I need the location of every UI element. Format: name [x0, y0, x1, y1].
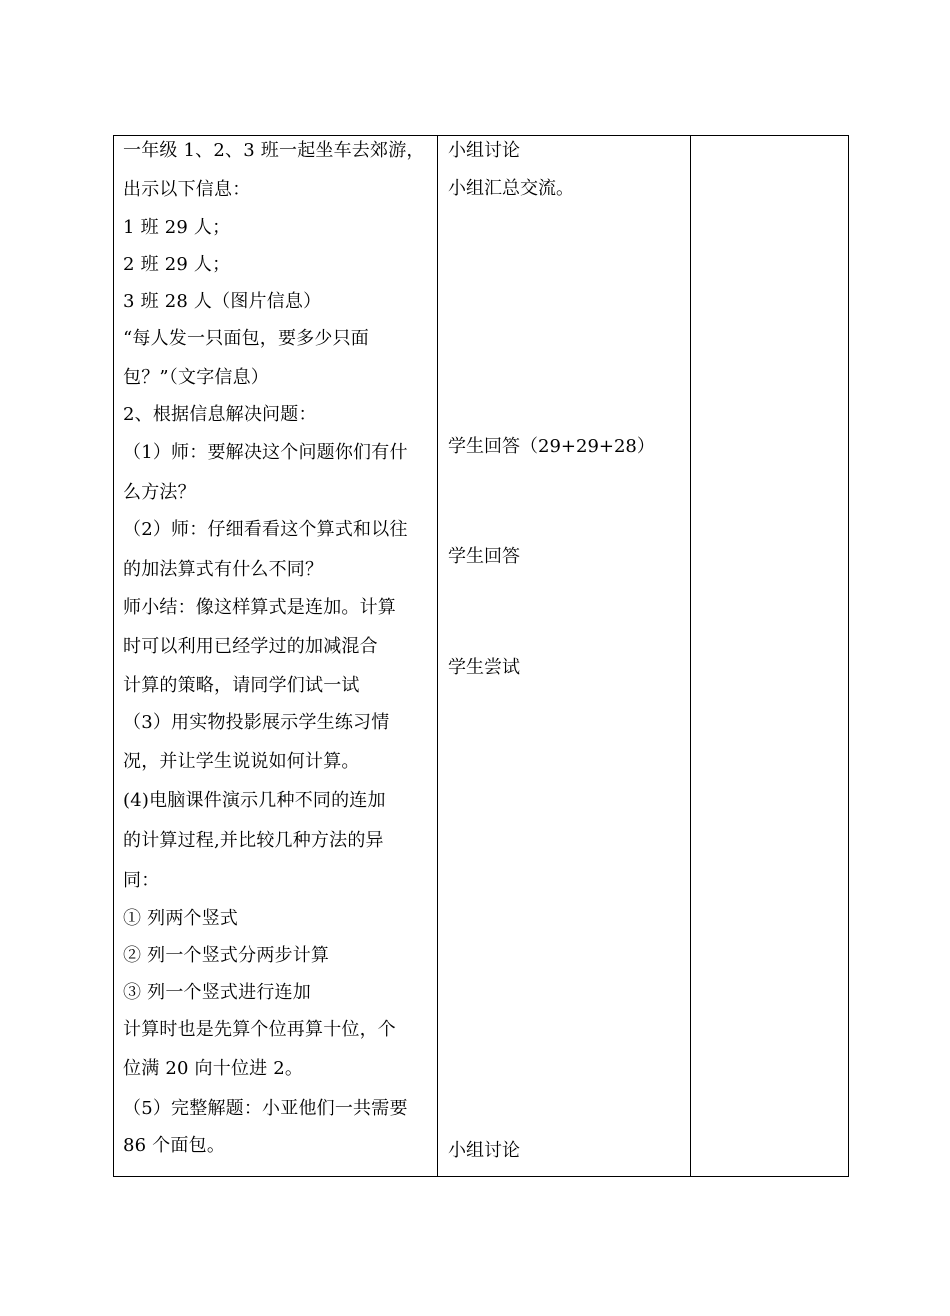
- activity-line: 师小结：像这样算式是连加。计算: [123, 597, 396, 618]
- activity-line: ③ 列一个竖式进行连加: [123, 982, 311, 1003]
- notes-cell: [691, 136, 848, 1176]
- student-line: 学生回答（29+29+28）: [448, 436, 655, 457]
- activity-line: （3）用实物投影展示学生练习情: [123, 712, 390, 733]
- activity-line: 计算的策略，请同学们试一试: [123, 675, 360, 696]
- activity-line: 么方法？: [123, 482, 196, 503]
- student-line: 小组讨论: [448, 1140, 520, 1161]
- activity-line: 一年级 1、2、3 班一起坐车去郊游，: [123, 140, 425, 161]
- student-line: 学生回答: [448, 546, 520, 567]
- activity-line: 的计算过程,并比较几种方法的异: [123, 830, 384, 851]
- activity-line: 86 个面包。: [123, 1135, 226, 1156]
- activity-line: 2 班 29 人；: [123, 254, 231, 275]
- activity-line: 1 班 29 人；: [123, 217, 231, 238]
- activity-line: （1）师：要解决这个问题你们有什: [123, 442, 408, 463]
- student-line: 小组讨论: [448, 140, 520, 161]
- student-line: 学生尝试: [448, 657, 520, 678]
- activity-line: 同：: [123, 870, 160, 891]
- lesson-plan-table: [113, 135, 849, 1177]
- activity-line: ② 列一个竖式分两步计算: [123, 945, 330, 966]
- teacher-activity-cell: [114, 136, 438, 1176]
- student-activity-cell: [438, 136, 691, 1176]
- activity-line: “每人发一只面包，要多少只面: [123, 328, 370, 349]
- activity-line: 3 班 28 人（图片信息）: [123, 291, 322, 312]
- activity-line: 出示以下信息：: [123, 179, 251, 200]
- activity-line: 况，并让学生说说如何计算。: [123, 751, 360, 772]
- activity-line: 时可以利用已经学过的加减混合: [123, 636, 378, 657]
- activity-line: （5）完整解题：小亚他们一共需要: [123, 1098, 408, 1119]
- activity-line: 的加法算式有什么不同？: [123, 559, 324, 580]
- student-line: 小组汇总交流。: [448, 178, 574, 199]
- activity-line: ① 列两个竖式: [123, 908, 239, 929]
- activity-line: 位满 20 向十位进 2。: [123, 1058, 304, 1079]
- activity-line: 计算时也是先算个位再算十位，个: [123, 1019, 396, 1040]
- activity-line: (4)电脑课件演示几种不同的连加: [123, 790, 386, 811]
- activity-line: （2）师：仔细看看这个算式和以往: [123, 519, 408, 540]
- activity-line: 包？”（文字信息）: [123, 367, 270, 388]
- activity-line: 2、根据信息解决问题：: [123, 404, 317, 425]
